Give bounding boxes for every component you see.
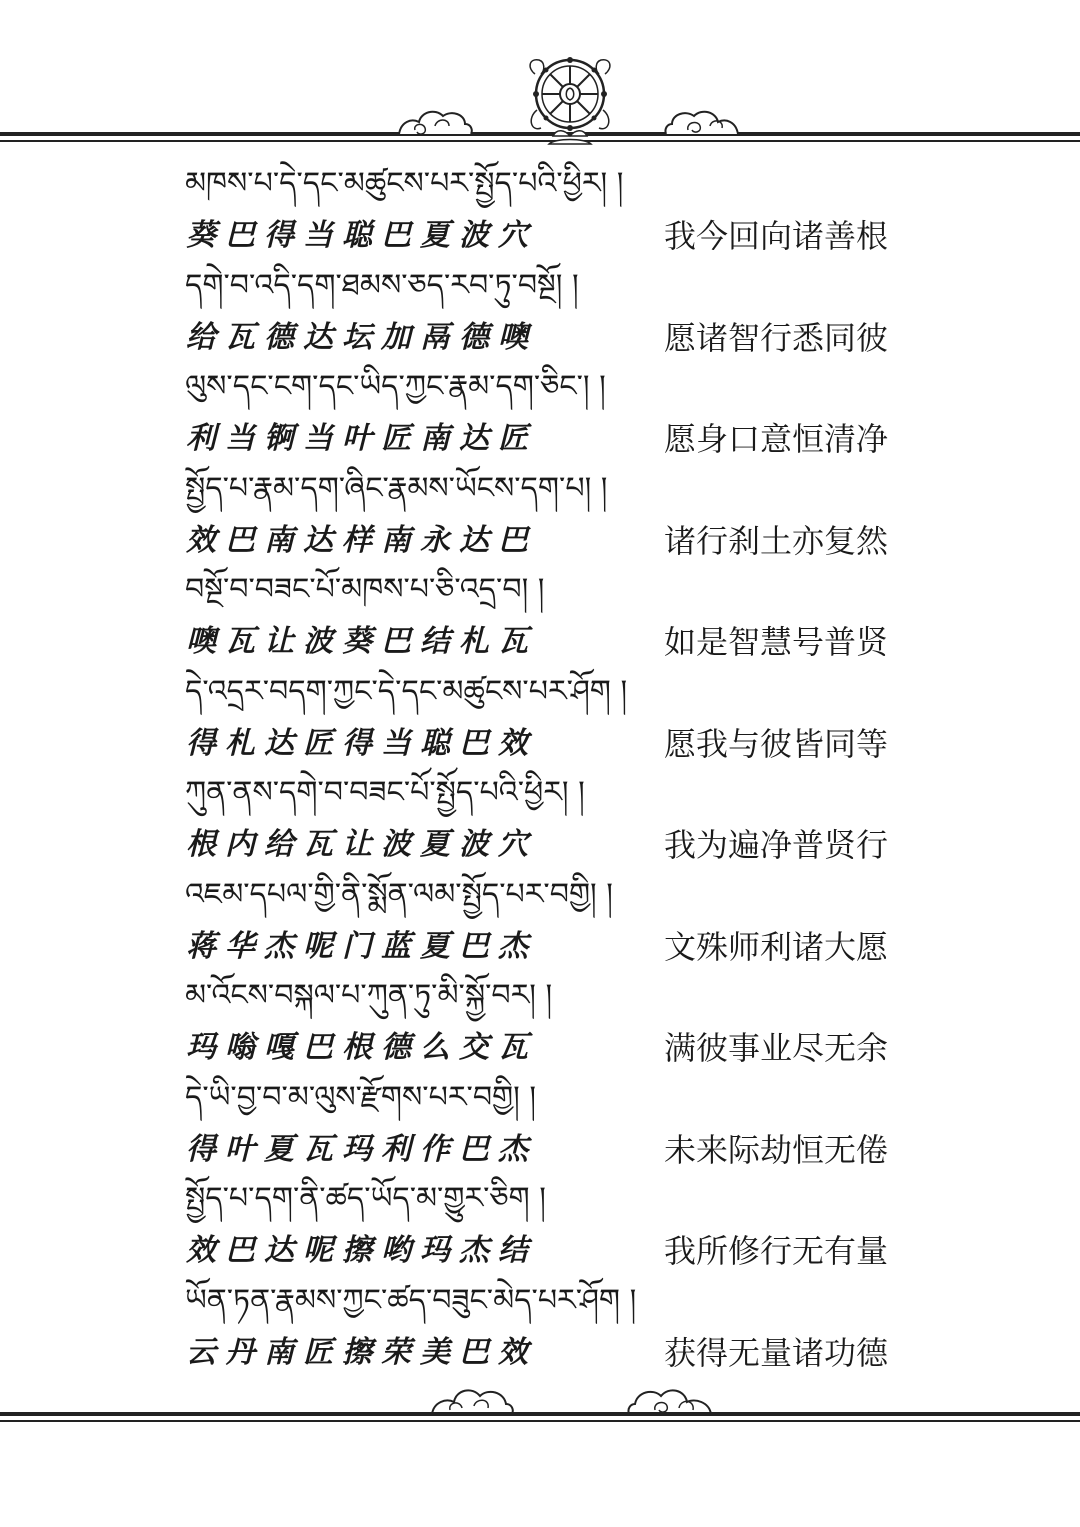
verse-4 [0,465,1080,567]
chinese-line: 满彼事业尽无余 [664,1029,889,1067]
verse-11 [0,1175,1080,1277]
phonetic-line: 根内给瓦让波夏波穴 [186,827,537,862]
tibetan-line: དེ་ཡི་བྱ་བ་མ་ལུས་རྫོགས་པར་བགྱི། ། [185,1079,537,1115]
cloud-ornament-bottom-right-icon [625,1382,715,1416]
phonetic-line: 蒋华杰呢门蓝夏巴杰 [186,928,537,964]
phonetic-line: 效巴达呢擦哟玛杰结 [186,1233,537,1268]
verse-5 [0,566,1080,668]
phonetic-line: 给瓦德达坛加鬲德噢 [186,319,537,355]
tibetan-line: དགེ་བ་འདི་དག་ཐམས་ཅད་རབ་ཏུ་བསྔོ། ། [185,267,579,303]
chinese-line: 我所修行无有量 [664,1232,889,1270]
phonetic-line: 得札达匠得当聪巴效 [186,725,537,761]
phonetic-line: 效巴南达样南永达巴 [186,522,537,558]
verse-10 [0,1074,1080,1176]
verse-1 [0,160,1080,262]
bottom-border-thick [0,1412,1080,1416]
verse-6 [0,668,1080,770]
tibetan-line: སྤྱོད་པ་རྣམ་དག་ཞིང་རྣམས་ཡོངས་དག་པ། ། [185,470,608,506]
tibetan-line: འཇམ་དཔལ་གྱི་ནི་སྨོན་ལམ་སྤྱོད་པར་བགྱི། ། [185,876,613,912]
phonetic-line: 噢瓦让波葵巴结札瓦 [186,624,537,659]
phonetic-line: 玛嗡嘎巴根德么交瓦 [186,1030,537,1065]
chinese-line: 愿我与彼皆同等 [664,724,889,763]
cloud-ornament-top-right-icon [662,104,742,136]
tibetan-line: མ་འོངས་བསྐལ་པ་ཀུན་ཏུ་མི་སྐྱོ་བར། ། [185,978,553,1013]
verse-8 [0,871,1080,973]
chinese-line: 如是智慧号普贤 [664,623,889,661]
dharma-wheel-icon [525,52,615,152]
chinese-line: 诸行刹土亦复然 [664,521,889,560]
phonetic-line: 云丹南匠擦荣美巴效 [186,1334,537,1370]
tibetan-line: མཁས་པ་དེ་དང་མཚུངས་པར་སྤྱོད་པའི་ཕྱིར། ། [185,166,624,201]
cloud-ornament-bottom-left-icon [428,1382,518,1416]
chinese-line: 获得无量诸功德 [664,1333,889,1372]
chinese-line: 愿诸智行悉同彼 [664,318,889,357]
tibetan-line: དེ་འདྲར་བདག་ཀྱང་དེ་དང་མཚུངས་པར་ཤོག ། [185,673,628,709]
cloud-ornament-top-left-icon [395,104,475,136]
tibetan-line: ལུས་དང་ངག་དང་ཡིད་ཀྱང་རྣམ་དག་ཅིང་། ། [185,369,606,404]
verse-7 [0,769,1080,871]
bottom-border-thin [0,1420,1080,1422]
tibetan-line: ཀུན་ནས་དགེ་བ་བཟང་པོ་སྤྱོད་པའི་ཕྱིར། ། [185,775,585,810]
chinese-line: 未来际劫恒无倦 [664,1130,889,1169]
tibetan-line: བསྔོ་བ་བཟང་པོ་མཁས་པ་ཅི་འདྲ་བ། ། [185,572,545,607]
verse-3 [0,363,1080,465]
chinese-line: 我为遍净普贤行 [664,826,889,864]
verse-2 [0,262,1080,364]
chinese-line: 文殊师利诸大愿 [664,927,889,966]
verse-12 [0,1277,1080,1379]
phonetic-line: 得叶夏瓦玛利作巴杰 [186,1131,537,1167]
phonetic-line: 葵巴得当聪巴夏波穴 [186,218,537,253]
chinese-line: 我今回向诸善根 [664,217,889,255]
tibetan-line: སྤྱོད་པ་དག་ནི་ཚད་ཡོད་མ་གྱུར་ཅིག ། [185,1181,546,1216]
chinese-line: 愿身口意恒清净 [664,420,889,458]
phonetic-line: 利当锕当叶匠南达匠 [186,421,537,456]
tibetan-line: ཡོན་ཏན་རྣམས་ཀྱང་ཚད་བཟུང་མེད་པར་ཤོག ། [185,1282,637,1318]
verse-list [0,160,1080,1378]
verse-9 [0,972,1080,1074]
